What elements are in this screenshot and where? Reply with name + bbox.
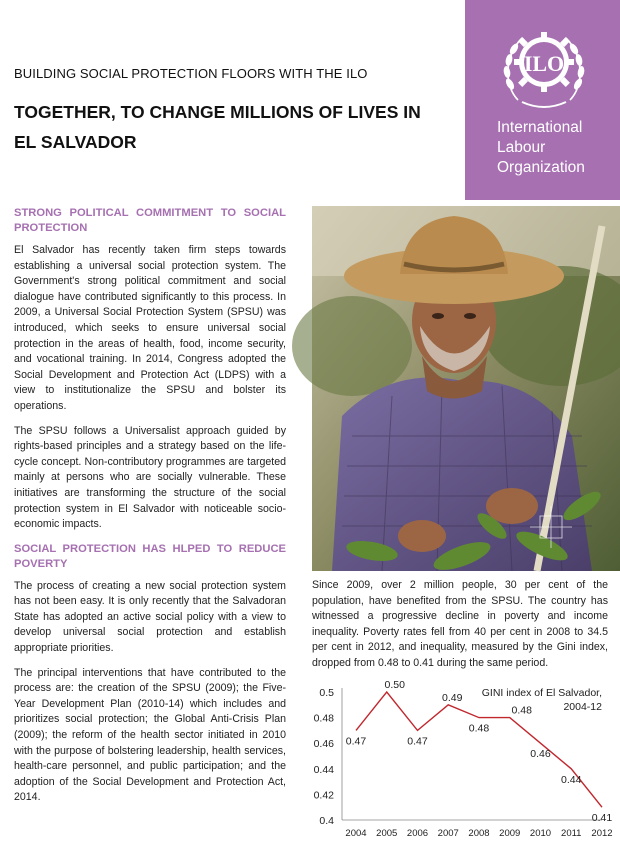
y-tick-label: 0.4 — [319, 815, 334, 827]
paragraph: El Salvador has recently taken firm steps towards establishing a universal social protection system. The Government's strong political commitment and social dialogue have contributed significantly to this process. In 2009, a Universal Social Protection System (SPSU) was introduced, which seeks to ensure universal social protection in the areas of health, food, income security, and vocational training. In 2014, Congress adopted the Social Development and Protection Act (LDPS) with a view to institutionalize the SPSU and bolster its operations. — [14, 244, 286, 412]
data-label: 0.47 — [407, 735, 428, 748]
x-tick-label: 2009 — [499, 828, 521, 839]
page-title — [14, 97, 444, 157]
data-label: 0.48 — [511, 704, 532, 717]
ilo-logo — [498, 22, 590, 114]
x-tick-label: 2006 — [406, 828, 429, 839]
x-tick-label: 2005 — [376, 828, 398, 839]
y-tick-label: 0.42 — [313, 789, 334, 802]
left-column — [14, 206, 286, 815]
data-label: 0.44 — [561, 773, 582, 786]
chart-subtitle: 2004-12 — [563, 701, 602, 713]
y-tick-label: 0.5 — [319, 687, 334, 699]
data-label: 0.47 — [345, 735, 367, 748]
title-line-2: EL SALVADOR — [14, 132, 137, 152]
ilo-organization-name: International Labour Organization — [497, 119, 585, 176]
gini-line-chart — [300, 679, 613, 855]
paragraph: The SPSU follows a Universalist approach guided by rights-based principles and a strategy based on the life-cycle concept. Non-contributory programmes are targeted mainly at persons who are socially vulnerable. These initiatives are transforming the structure of the social protection system in El Salvador with noticeable socio-economic impacts. — [14, 424, 286, 531]
x-tick-label: 2012 — [591, 828, 613, 839]
section-heading-poverty: SOCIAL PROTECTION HAS HLPED TO REDUCE POVERTY — [14, 542, 286, 570]
paragraph: The process of creating a new social protection system has not been easy. It is only recently that the Salvadoran State has adopted an active social policy with a view to develop universal social protection and establish appropriate priorities. — [14, 579, 286, 655]
chart-title: GINI index of El Salvador, — [481, 687, 602, 699]
kicker: BUILDING SOCIAL PROTECTION FLOORS WITH THE ILO — [14, 66, 368, 81]
x-tick-label: 2007 — [437, 828, 459, 839]
data-label: 0.46 — [530, 748, 551, 761]
x-tick-label: 2008 — [468, 828, 490, 839]
data-label: 0.50 — [384, 679, 405, 691]
x-tick-label: 2010 — [529, 828, 552, 839]
ilo-brand-panel — [465, 0, 620, 200]
x-tick-label: 2004 — [345, 828, 367, 839]
x-tick-label: 2011 — [561, 828, 582, 839]
y-tick-label: 0.44 — [313, 763, 334, 776]
data-label: 0.41 — [591, 812, 613, 825]
title-line-1: TOGETHER, TO CHANGE MILLIONS OF LIVES IN — [14, 102, 421, 122]
y-tick-label: 0.48 — [313, 712, 334, 725]
paragraph: The principal interventions that have contributed to the process are: the creation of the SPSU (2009); the Five-Year Development Plan (2010-14) which includes and prioritizes social protection; the Global Anti-Crisis Plan (2009); the reform of the health sector initiated in 2010 with the purpose of bolstering leadership, health services, health-care personnel, and public participation; and the adoption of the Social Development and Protection Act, 2014. — [14, 666, 286, 804]
x-axis — [342, 820, 613, 839]
section-heading-commitment: STRONG POLITICAL COMMITMENT TO SOCIAL PROTECTION — [14, 207, 286, 234]
y-tick-label: 0.46 — [313, 738, 334, 751]
y-axis — [314, 687, 342, 827]
data-label: 0.48 — [468, 722, 490, 735]
results-paragraph: Since 2009, over 2 million people, 30 per cent of the population, have benefited from the SPSU. The country has witnessed a progressive decline in poverty and income inequality. Poverty rates fell from 40 per cent in 2008 to 34.5 per cent in 2012, and inequality, measured by the Gini index, dropped from 0.48 to 0.41 during the same period. — [312, 579, 608, 669]
farmer-photo — [312, 206, 620, 571]
svg-text:ILO: ILO — [523, 51, 565, 76]
data-label: 0.49 — [442, 691, 463, 704]
